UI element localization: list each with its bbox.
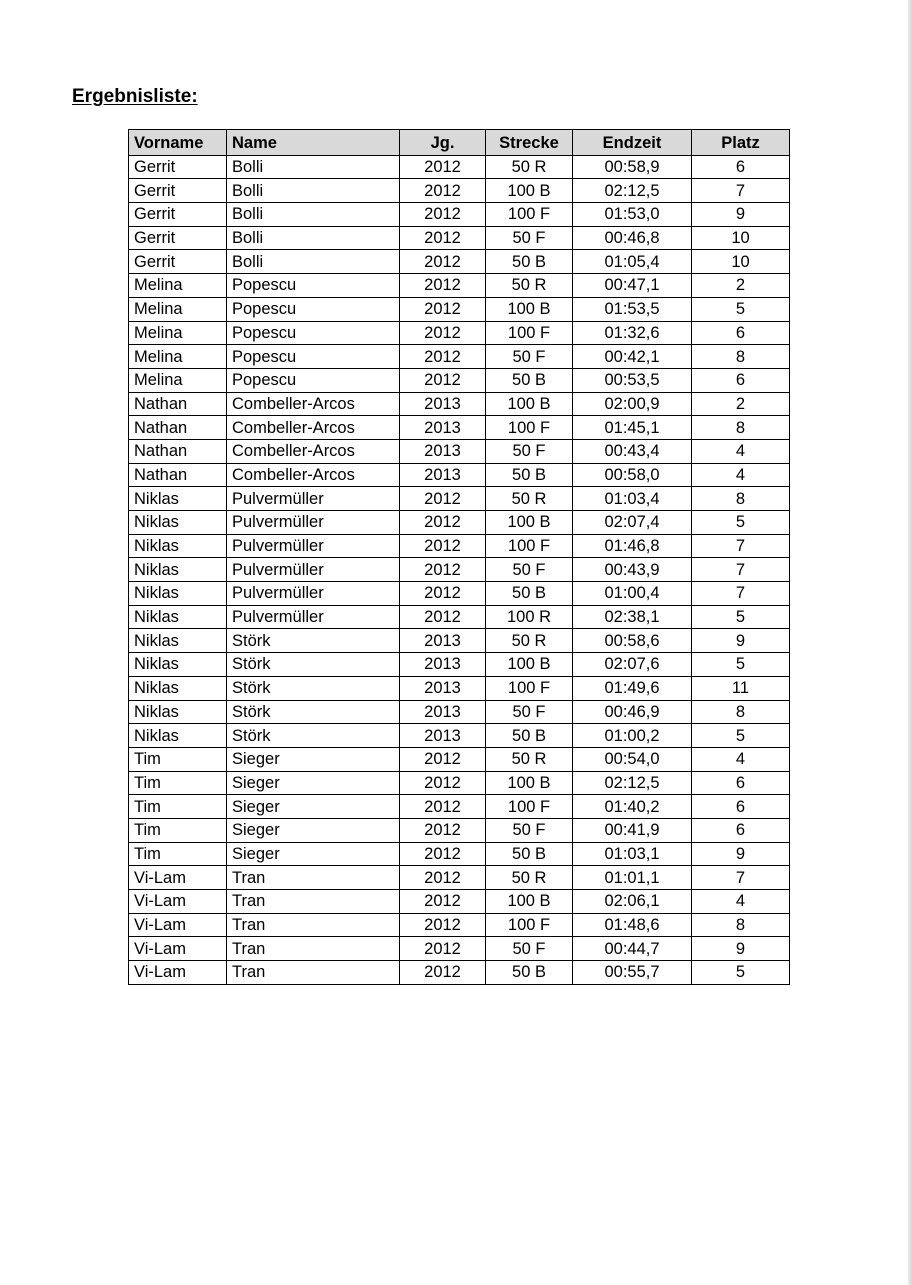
cell-strecke: 50 R (486, 629, 573, 653)
cell-name: Pulvermüller (227, 487, 400, 511)
cell-strecke: 50 R (486, 866, 573, 890)
document-title: Ergebnisliste: (72, 86, 198, 107)
cell-vorname: Tim (129, 795, 227, 819)
cell-endzeit: 01:32,6 (573, 321, 692, 345)
cell-platz: 7 (692, 534, 790, 558)
table-row (129, 558, 790, 582)
table-row (129, 771, 790, 795)
table-row (129, 487, 790, 511)
cell-endzeit: 00:47,1 (573, 274, 692, 298)
cell-jg: 2012 (400, 937, 486, 961)
cell-name: Pulvermüller (227, 558, 400, 582)
cell-name: Popescu (227, 321, 400, 345)
cell-jg: 2012 (400, 605, 486, 629)
cell-endzeit: 00:55,7 (573, 961, 692, 985)
cell-vorname: Niklas (129, 653, 227, 677)
cell-jg: 2012 (400, 747, 486, 771)
cell-vorname: Tim (129, 842, 227, 866)
cell-name: Bolli (227, 179, 400, 203)
cell-endzeit: 01:45,1 (573, 416, 692, 440)
cell-name: Störk (227, 653, 400, 677)
cell-vorname: Tim (129, 771, 227, 795)
cell-vorname: Melina (129, 345, 227, 369)
cell-vorname: Melina (129, 321, 227, 345)
cell-strecke: 50 B (486, 842, 573, 866)
cell-platz: 7 (692, 558, 790, 582)
results-table (128, 129, 790, 985)
cell-strecke: 100 B (486, 392, 573, 416)
cell-name: Pulvermüller (227, 605, 400, 629)
cell-platz: 6 (692, 368, 790, 392)
cell-vorname: Niklas (129, 605, 227, 629)
cell-platz: 4 (692, 890, 790, 914)
cell-strecke: 50 F (486, 226, 573, 250)
table-row (129, 392, 790, 416)
cell-strecke: 50 F (486, 558, 573, 582)
cell-strecke: 100 F (486, 913, 573, 937)
cell-vorname: Melina (129, 297, 227, 321)
cell-vorname: Tim (129, 818, 227, 842)
cell-jg: 2012 (400, 368, 486, 392)
cell-platz: 5 (692, 653, 790, 677)
cell-name: Bolli (227, 155, 400, 179)
cell-name: Tran (227, 937, 400, 961)
cell-jg: 2012 (400, 913, 486, 937)
cell-platz: 6 (692, 771, 790, 795)
cell-strecke: 100 B (486, 297, 573, 321)
cell-vorname: Melina (129, 274, 227, 298)
cell-vorname: Niklas (129, 487, 227, 511)
cell-name: Störk (227, 724, 400, 748)
cell-vorname: Vi-Lam (129, 913, 227, 937)
cell-strecke: 50 B (486, 582, 573, 606)
table-row (129, 605, 790, 629)
table-row (129, 534, 790, 558)
cell-vorname: Niklas (129, 582, 227, 606)
cell-jg: 2012 (400, 866, 486, 890)
table-row (129, 416, 790, 440)
cell-jg: 2012 (400, 250, 486, 274)
cell-jg: 2012 (400, 842, 486, 866)
cell-jg: 2012 (400, 582, 486, 606)
cell-platz: 6 (692, 155, 790, 179)
cell-endzeit: 01:01,1 (573, 866, 692, 890)
cell-name: Pulvermüller (227, 534, 400, 558)
cell-endzeit: 02:12,5 (573, 179, 692, 203)
cell-name: Sieger (227, 818, 400, 842)
cell-platz: 6 (692, 818, 790, 842)
cell-platz: 7 (692, 582, 790, 606)
cell-jg: 2012 (400, 487, 486, 511)
cell-endzeit: 01:53,5 (573, 297, 692, 321)
cell-platz: 8 (692, 487, 790, 511)
cell-name: Combeller-Arcos (227, 416, 400, 440)
cell-platz: 5 (692, 297, 790, 321)
cell-strecke: 100 B (486, 890, 573, 914)
cell-strecke: 50 R (486, 155, 573, 179)
cell-platz: 2 (692, 274, 790, 298)
cell-vorname: Niklas (129, 700, 227, 724)
cell-jg: 2013 (400, 392, 486, 416)
cell-jg: 2012 (400, 203, 486, 227)
header-name: Name (227, 130, 400, 156)
table-row (129, 226, 790, 250)
table-row (129, 511, 790, 535)
cell-platz: 9 (692, 629, 790, 653)
cell-endzeit: 00:46,8 (573, 226, 692, 250)
cell-jg: 2012 (400, 795, 486, 819)
cell-strecke: 100 B (486, 771, 573, 795)
cell-endzeit: 02:38,1 (573, 605, 692, 629)
cell-vorname: Gerrit (129, 226, 227, 250)
cell-vorname: Vi-Lam (129, 866, 227, 890)
cell-platz: 6 (692, 321, 790, 345)
cell-name: Combeller-Arcos (227, 392, 400, 416)
cell-platz: 8 (692, 700, 790, 724)
cell-vorname: Nathan (129, 392, 227, 416)
table-row (129, 747, 790, 771)
cell-jg: 2012 (400, 226, 486, 250)
cell-name: Bolli (227, 250, 400, 274)
cell-name: Popescu (227, 345, 400, 369)
header-jg: Jg. (400, 130, 486, 156)
cell-platz: 8 (692, 345, 790, 369)
cell-strecke: 100 F (486, 676, 573, 700)
cell-jg: 2013 (400, 676, 486, 700)
cell-vorname: Gerrit (129, 203, 227, 227)
cell-endzeit: 00:58,0 (573, 463, 692, 487)
cell-jg: 2012 (400, 179, 486, 203)
cell-platz: 4 (692, 463, 790, 487)
cell-endzeit: 01:48,6 (573, 913, 692, 937)
cell-endzeit: 02:06,1 (573, 890, 692, 914)
cell-endzeit: 01:00,4 (573, 582, 692, 606)
cell-jg: 2013 (400, 629, 486, 653)
cell-endzeit: 00:43,9 (573, 558, 692, 582)
cell-platz: 5 (692, 511, 790, 535)
cell-platz: 10 (692, 226, 790, 250)
cell-jg: 2013 (400, 700, 486, 724)
cell-name: Störk (227, 629, 400, 653)
cell-strecke: 50 F (486, 818, 573, 842)
cell-vorname: Vi-Lam (129, 961, 227, 985)
cell-vorname: Niklas (129, 676, 227, 700)
cell-strecke: 50 B (486, 250, 573, 274)
cell-vorname: Gerrit (129, 250, 227, 274)
cell-platz: 11 (692, 676, 790, 700)
cell-strecke: 50 R (486, 274, 573, 298)
cell-platz: 8 (692, 416, 790, 440)
cell-name: Tran (227, 961, 400, 985)
table-row (129, 795, 790, 819)
cell-endzeit: 01:05,4 (573, 250, 692, 274)
cell-platz: 5 (692, 724, 790, 748)
table-header (129, 130, 790, 156)
cell-platz: 4 (692, 439, 790, 463)
cell-vorname: Vi-Lam (129, 937, 227, 961)
table-row (129, 700, 790, 724)
cell-endzeit: 01:03,4 (573, 487, 692, 511)
cell-vorname: Melina (129, 368, 227, 392)
cell-strecke: 50 B (486, 463, 573, 487)
cell-name: Tran (227, 890, 400, 914)
cell-strecke: 100 B (486, 179, 573, 203)
cell-endzeit: 02:07,6 (573, 653, 692, 677)
table-row (129, 890, 790, 914)
cell-name: Sieger (227, 747, 400, 771)
cell-strecke: 50 F (486, 345, 573, 369)
cell-platz: 8 (692, 913, 790, 937)
table-row (129, 866, 790, 890)
cell-name: Sieger (227, 771, 400, 795)
cell-name: Sieger (227, 795, 400, 819)
cell-endzeit: 00:58,9 (573, 155, 692, 179)
cell-endzeit: 01:03,1 (573, 842, 692, 866)
cell-endzeit: 00:53,5 (573, 368, 692, 392)
table-row (129, 629, 790, 653)
cell-endzeit: 00:46,9 (573, 700, 692, 724)
cell-endzeit: 00:43,4 (573, 439, 692, 463)
cell-platz: 2 (692, 392, 790, 416)
cell-strecke: 100 F (486, 795, 573, 819)
cell-vorname: Niklas (129, 724, 227, 748)
cell-name: Combeller-Arcos (227, 463, 400, 487)
table-row (129, 913, 790, 937)
cell-vorname: Niklas (129, 558, 227, 582)
cell-strecke: 50 B (486, 724, 573, 748)
cell-endzeit: 00:58,6 (573, 629, 692, 653)
cell-endzeit: 02:12,5 (573, 771, 692, 795)
cell-strecke: 50 B (486, 961, 573, 985)
cell-platz: 5 (692, 961, 790, 985)
table-row (129, 463, 790, 487)
cell-strecke: 100 B (486, 511, 573, 535)
cell-jg: 2012 (400, 818, 486, 842)
table-row (129, 937, 790, 961)
cell-jg: 2012 (400, 155, 486, 179)
cell-platz: 9 (692, 203, 790, 227)
cell-name: Combeller-Arcos (227, 439, 400, 463)
cell-jg: 2013 (400, 463, 486, 487)
table-row (129, 818, 790, 842)
cell-name: Störk (227, 700, 400, 724)
cell-jg: 2012 (400, 771, 486, 795)
table-row (129, 297, 790, 321)
cell-strecke: 100 F (486, 534, 573, 558)
cell-strecke: 50 F (486, 700, 573, 724)
cell-endzeit: 01:00,2 (573, 724, 692, 748)
cell-jg: 2012 (400, 274, 486, 298)
cell-vorname: Vi-Lam (129, 890, 227, 914)
cell-name: Popescu (227, 368, 400, 392)
cell-endzeit: 01:46,8 (573, 534, 692, 558)
cell-jg: 2012 (400, 534, 486, 558)
cell-endzeit: 00:42,1 (573, 345, 692, 369)
cell-jg: 2012 (400, 511, 486, 535)
cell-vorname: Tim (129, 747, 227, 771)
table-row (129, 439, 790, 463)
table-row (129, 250, 790, 274)
cell-platz: 4 (692, 747, 790, 771)
cell-strecke: 50 R (486, 487, 573, 511)
cell-jg: 2013 (400, 416, 486, 440)
header-endzeit: Endzeit (573, 130, 692, 156)
cell-vorname: Gerrit (129, 179, 227, 203)
cell-vorname: Niklas (129, 534, 227, 558)
cell-strecke: 100 F (486, 416, 573, 440)
header-platz: Platz (692, 130, 790, 156)
table-row (129, 842, 790, 866)
cell-vorname: Nathan (129, 439, 227, 463)
table-row (129, 155, 790, 179)
cell-name: Bolli (227, 226, 400, 250)
cell-jg: 2012 (400, 961, 486, 985)
cell-jg: 2012 (400, 345, 486, 369)
table-row (129, 653, 790, 677)
table-row (129, 203, 790, 227)
cell-endzeit: 00:41,9 (573, 818, 692, 842)
cell-strecke: 100 R (486, 605, 573, 629)
cell-name: Sieger (227, 842, 400, 866)
cell-jg: 2013 (400, 724, 486, 748)
cell-platz: 9 (692, 937, 790, 961)
cell-strecke: 100 F (486, 203, 573, 227)
table-row (129, 724, 790, 748)
cell-vorname: Niklas (129, 629, 227, 653)
table-row (129, 345, 790, 369)
table-row (129, 582, 790, 606)
table-row (129, 961, 790, 985)
cell-endzeit: 01:40,2 (573, 795, 692, 819)
cell-endzeit: 00:54,0 (573, 747, 692, 771)
cell-platz: 9 (692, 842, 790, 866)
header-strecke: Strecke (486, 130, 573, 156)
cell-endzeit: 01:49,6 (573, 676, 692, 700)
cell-endzeit: 02:07,4 (573, 511, 692, 535)
cell-name: Popescu (227, 297, 400, 321)
cell-name: Tran (227, 866, 400, 890)
cell-strecke: 50 F (486, 439, 573, 463)
cell-jg: 2012 (400, 558, 486, 582)
cell-strecke: 100 F (486, 321, 573, 345)
cell-name: Popescu (227, 274, 400, 298)
cell-strecke: 50 F (486, 937, 573, 961)
cell-endzeit: 02:00,9 (573, 392, 692, 416)
cell-platz: 10 (692, 250, 790, 274)
cell-vorname: Nathan (129, 463, 227, 487)
cell-vorname: Gerrit (129, 155, 227, 179)
cell-strecke: 50 R (486, 747, 573, 771)
cell-name: Bolli (227, 203, 400, 227)
cell-platz: 7 (692, 179, 790, 203)
table-row (129, 179, 790, 203)
header-vorname: Vorname (129, 130, 227, 156)
cell-name: Störk (227, 676, 400, 700)
cell-jg: 2013 (400, 439, 486, 463)
table-row (129, 274, 790, 298)
cell-vorname: Niklas (129, 511, 227, 535)
cell-jg: 2012 (400, 297, 486, 321)
cell-platz: 6 (692, 795, 790, 819)
table-row (129, 676, 790, 700)
cell-name: Tran (227, 913, 400, 937)
page-edge (908, 0, 912, 1285)
cell-jg: 2013 (400, 653, 486, 677)
table-row (129, 321, 790, 345)
cell-endzeit: 00:44,7 (573, 937, 692, 961)
cell-strecke: 50 B (486, 368, 573, 392)
cell-vorname: Nathan (129, 416, 227, 440)
cell-endzeit: 01:53,0 (573, 203, 692, 227)
cell-strecke: 100 B (486, 653, 573, 677)
cell-platz: 5 (692, 605, 790, 629)
table-body (129, 155, 790, 984)
cell-name: Pulvermüller (227, 511, 400, 535)
table-row (129, 368, 790, 392)
cell-name: Pulvermüller (227, 582, 400, 606)
header-row (129, 130, 790, 156)
cell-platz: 7 (692, 866, 790, 890)
cell-jg: 2012 (400, 890, 486, 914)
cell-jg: 2012 (400, 321, 486, 345)
